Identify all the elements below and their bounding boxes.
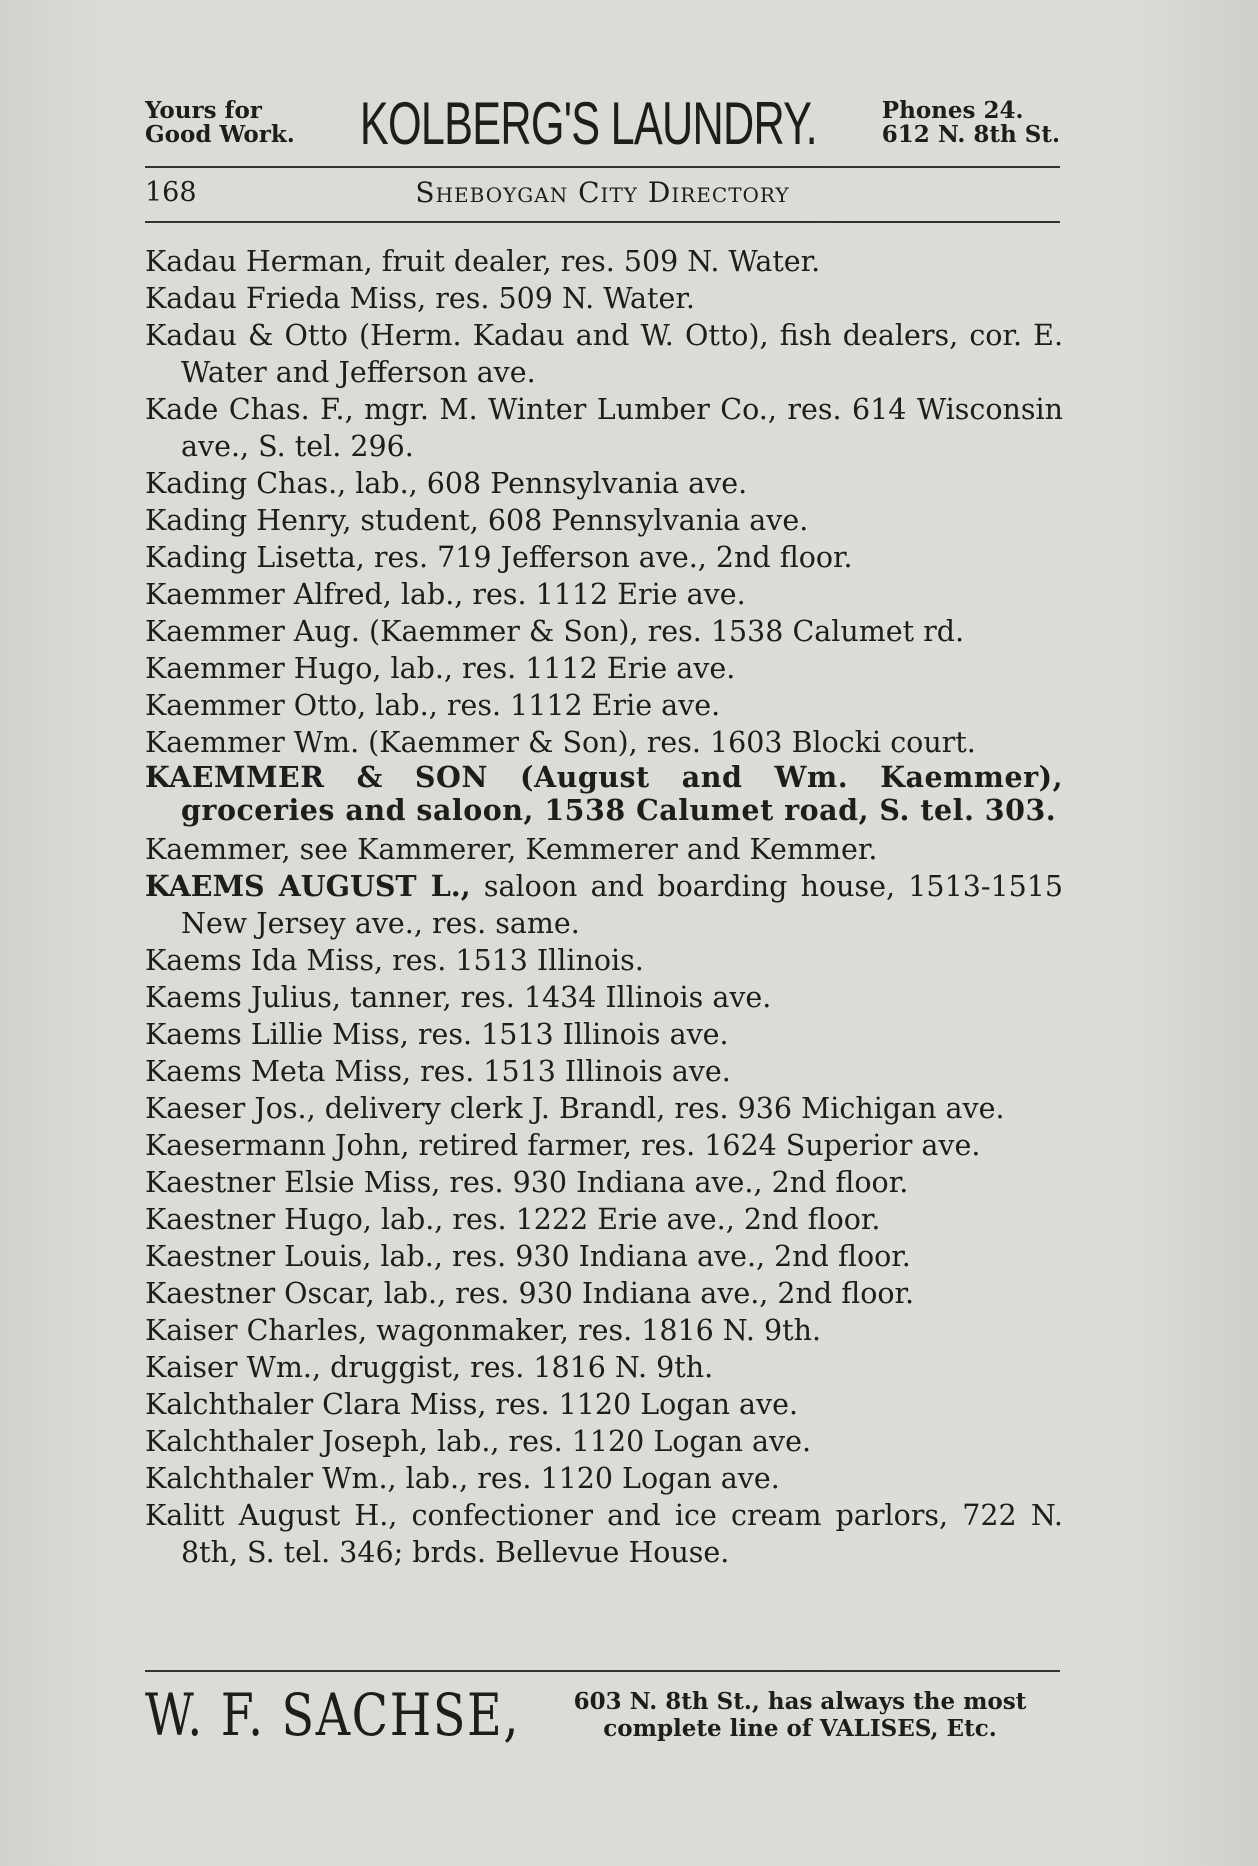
entry-text: Kaemmer Aug. (Kaemmer & Son), res. 1538 Calumet rd. (145, 615, 965, 648)
entry-text: Kading Chas., lab., 608 Pennsylvania ave. (145, 467, 748, 500)
directory-entry (145, 539, 1063, 576)
page-number: 168 (145, 177, 197, 208)
directory-entry (145, 1201, 1063, 1238)
entry-text: Kalitt August H., confectioner and ice cream parlors, 722 N. 8th, S. tel. 346; brds. Bellevue House. (145, 1499, 1063, 1569)
directory-entry (145, 650, 1063, 687)
entry-text: Kadau & Otto (Herm. Kadau and W. Otto), fish dealers, cor. E. Water and Jefferson ave. (145, 319, 1063, 389)
entry-text: Kaemmer Hugo, lab., res. 1112 Erie ave. (145, 652, 736, 685)
directory-entry (145, 391, 1063, 465)
footer-ad-line1: 603 N. 8th St., has always the most (573, 1688, 1027, 1715)
entry-text: Kaems Meta Miss, res. 1513 Illinois ave. (145, 1055, 731, 1088)
directory-entry (145, 1127, 1063, 1164)
directory-entry (145, 1053, 1063, 1090)
ad-slogan-line2: Good Work. (145, 121, 295, 148)
entry-text: saloon and boarding house, 1513-1515 New Jersey ave., res. same. (181, 870, 1063, 940)
directory-entry (145, 502, 1063, 539)
directory-entry (145, 979, 1063, 1016)
entry-text: Kaestner Louis, lab., res. 930 Indiana ave., 2nd floor. (145, 1240, 911, 1273)
directory-entry (145, 761, 1063, 827)
entry-text: Kading Lisetta, res. 719 Jefferson ave., 2nd floor. (145, 541, 853, 574)
directory-entry (145, 831, 1063, 868)
directory-entry (145, 1423, 1063, 1460)
entry-text: Kadau Frieda Miss, res. 509 N. Water. (145, 282, 695, 315)
directory-entry (145, 243, 1063, 280)
directory-entry (145, 317, 1063, 391)
entry-text: Kalchthaler Wm., lab., res. 1120 Logan ave. (145, 1462, 780, 1495)
footer-advertisement (145, 1680, 1063, 1750)
ad-business-name: KOLBERG'S LAUNDRY. (359, 89, 817, 157)
entry-text: Kaiser Wm., druggist, res. 1816 N. 9th. (145, 1351, 714, 1384)
directory-entry (145, 465, 1063, 502)
entry-text: Kalchthaler Clara Miss, res. 1120 Logan ave. (145, 1388, 799, 1421)
directory-entry (145, 868, 1063, 942)
page-title: Sheboygan City Directory (415, 176, 790, 209)
entry-text: Kaestner Oscar, lab., res. 930 Indiana ave., 2nd floor. (145, 1277, 915, 1310)
footer-rule (145, 1670, 1060, 1672)
header-advertisement (145, 90, 1060, 156)
entry-text: Kaestner Elsie Miss, res. 930 Indiana ave., 2nd floor. (145, 1166, 909, 1199)
directory-entry (145, 942, 1063, 979)
entry-text: Kadau Herman, fruit dealer, res. 509 N. Water. (145, 245, 821, 278)
entry-text: Kaems Julius, tanner, res. 1434 Illinois ave. (145, 981, 772, 1014)
entry-text: Kaestner Hugo, lab., res. 1222 Erie ave., 2nd floor. (145, 1203, 881, 1236)
entry-text: Kaesermann John, retired farmer, res. 1624 Superior ave. (145, 1129, 981, 1162)
footer-ad-name: W. F. SACHSE, (145, 1681, 521, 1749)
directory-entry (145, 1275, 1063, 1312)
entry-bold-name: KAEMS AUGUST L., (145, 869, 471, 903)
entry-text: Kading Henry, student, 608 Pennsylvania ave. (145, 504, 809, 537)
directory-entry (145, 1238, 1063, 1275)
directory-entry (145, 724, 1063, 761)
directory-entry (145, 280, 1063, 317)
entry-text: Kaiser Charles, wagonmaker, res. 1816 N. 9th. (145, 1314, 822, 1347)
ad-slogan-line1: Yours for (145, 97, 262, 124)
ad-address: 612 N. 8th St. (881, 121, 1060, 148)
footer-ad-line2: complete line of VALISES, Etc. (603, 1715, 997, 1742)
directory-entry (145, 613, 1063, 650)
directory-entries (145, 243, 1063, 1571)
directory-entry (145, 1497, 1063, 1571)
ad-contact (882, 99, 1060, 147)
entry-text: Kalchthaler Joseph, lab., res. 1120 Logan ave. (145, 1425, 812, 1458)
directory-entry (145, 1164, 1063, 1201)
entry-text: Kade Chas. F., mgr. M. Winter Lumber Co., res. 614 Wisconsin ave., S. tel. 296. (145, 393, 1063, 463)
directory-entry (145, 576, 1063, 613)
ad-phone: Phones 24. (881, 97, 1024, 124)
directory-entry (145, 1386, 1063, 1423)
entry-text: Kaemmer Wm. (Kaemmer & Son), res. 1603 Blocki court. (145, 726, 976, 759)
entry-text: Kaems Lillie Miss, res. 1513 Illinois ave. (145, 1018, 729, 1051)
entry-text: Kaemmer Alfred, lab., res. 1112 Erie ave. (145, 578, 746, 611)
directory-entry (145, 1312, 1063, 1349)
header-rule-bottom (145, 221, 1060, 223)
ad-slogan (145, 99, 295, 147)
entry-text: KAEMMER & SON (August and Wm. Kaemmer), groceries and saloon, 1538 Calumet road, S. tel. 303. (145, 760, 1063, 827)
header-rule-top (145, 166, 1060, 168)
directory-entry (145, 1016, 1063, 1053)
entry-text: Kaemmer, see Kammerer, Kemmerer and Kemmer. (145, 833, 878, 866)
entry-text: Kaeser Jos., delivery clerk J. Brandl, res. 936 Michigan ave. (145, 1092, 1005, 1125)
running-head (145, 175, 1060, 211)
directory-entry (145, 1349, 1063, 1386)
entry-text: Kaems Ida Miss, res. 1513 Illinois. (145, 944, 644, 977)
directory-entry (145, 687, 1063, 724)
entry-text: Kaemmer Otto, lab., res. 1112 Erie ave. (145, 689, 721, 722)
footer-ad-text (545, 1688, 1055, 1742)
directory-entry (145, 1460, 1063, 1497)
directory-entry (145, 1090, 1063, 1127)
